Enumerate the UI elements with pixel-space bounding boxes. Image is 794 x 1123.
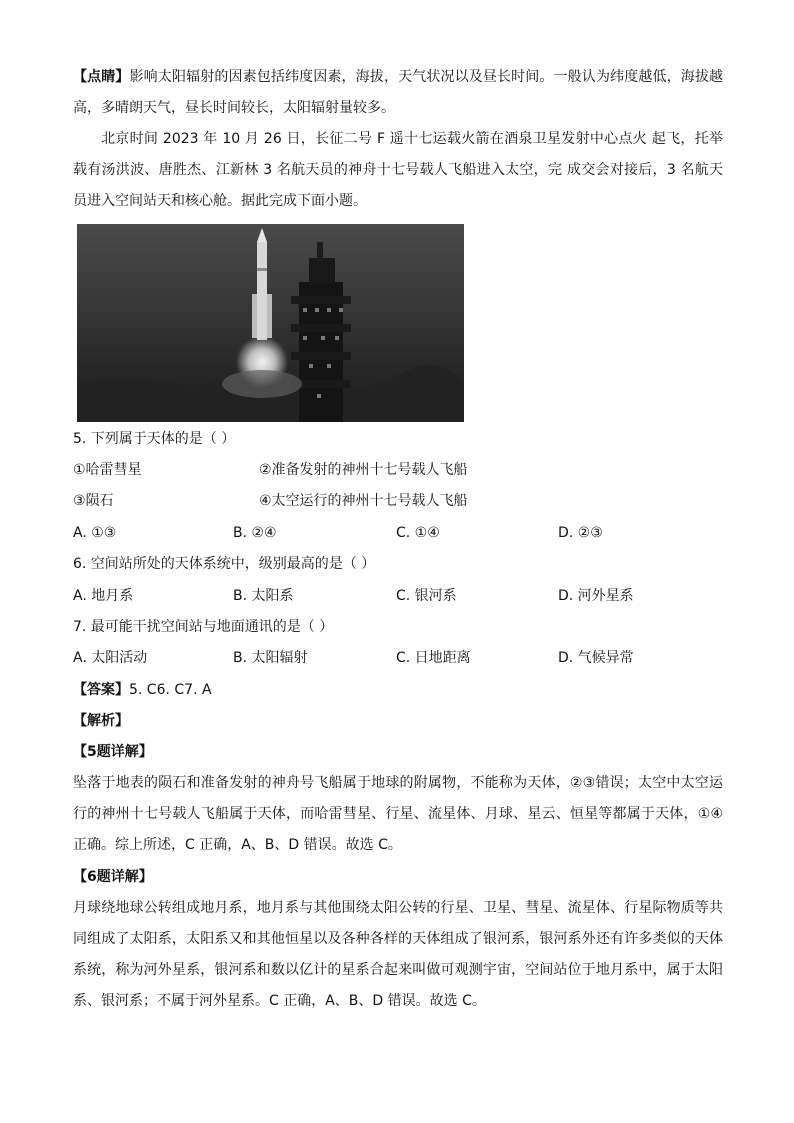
tip-text: 影响太阳辐射的因素包括纬度因素，海拔，天气状况以及昼长时间。一般认为纬度越低，海拔越高，多晴朗天气，昼长时间较长，太阳辐射量较多。 xyxy=(73,69,724,116)
question-6-option-c: C. 银河系 xyxy=(396,588,457,604)
question-6-option-a: A. 地月系 xyxy=(73,588,134,604)
question-5-option-b: B. ②④ xyxy=(233,525,277,541)
analysis-label: 【解析】 xyxy=(73,713,129,729)
rocket-launch-icon xyxy=(77,224,464,422)
question-7-stem: 7. 最可能干扰空间站与地面通讯的是（ ） xyxy=(73,619,334,635)
answer-label: 【答案】 xyxy=(73,682,129,698)
question-5-option-c: C. ①④ xyxy=(396,525,440,541)
question-6-options xyxy=(73,581,723,612)
rocket-launch-photo xyxy=(77,224,464,422)
question-5-items-row-1 xyxy=(73,455,723,486)
question-7-option-c: C. 日地距离 xyxy=(396,650,471,666)
tip-label: 【点睛】 xyxy=(73,69,130,85)
question-5-item-2: ②准备发射的神州十七号载人飞船 xyxy=(259,462,468,478)
question-7-option-b: B. 太阳辐射 xyxy=(233,650,308,666)
question-6-option-b: B. 太阳系 xyxy=(233,588,294,604)
detail-5-text: 坠落于地表的陨石和准备发射的神舟号飞船属于地球的附属物，不能称为天体，②③错误；太空中太空运行的神州十七号载人飞船属于天体，而哈雷彗星、行星、流星体、月球、星云、恒星等都属于天体，①④正确。综上所述，C 正确，A、B、D 错误。故选 C。 xyxy=(73,775,723,853)
detail-6-text: 月球绕地球公转组成地月系，地月系与其他围绕太阳公转的行星、卫星、彗星、流星体、行星际物质等共同组成了太阳系，太阳系又和其他恒星以及各种各样的天体组成了银河系，银河系外还有许多类似的天体系统，称为河外星系，银河系和数以亿计的星系合起来叫做可观测宇宙，空间站位于地月系中，属于太阳系、银河系；不属于河外星系。C 正确，A、B、D 错误。故选 C。 xyxy=(73,900,723,1009)
passage-paragraph: 北京时间 2023 年 10 月 26 日，长征二号 F 遥十七运载火箭在酒泉卫星发射中心点火 起飞，托举载有汤洪波、唐胜杰、江新林 3 名航天员的神舟十七号载人飞船进入太空，完 成交会对接后，3 名航天员进入空间站天和核心舱。据此完成下面小题。 xyxy=(73,131,723,209)
question-6-stem: 6. 空间站所处的天体系统中，级别最高的是（ ） xyxy=(73,556,376,572)
question-5-option-d: D. ②③ xyxy=(558,525,603,541)
question-7-option-d: D. 气候异常 xyxy=(558,650,634,666)
question-6-option-d: D. 河外星系 xyxy=(558,588,634,604)
question-5-item-1: ①哈雷彗星 xyxy=(73,462,142,478)
question-5-items-row-2 xyxy=(73,486,723,517)
question-7-options xyxy=(73,643,723,674)
question-5-options xyxy=(73,518,723,549)
answer-line xyxy=(73,675,723,706)
question-5-item-4: ④太空运行的神州十七号载人飞船 xyxy=(259,493,468,509)
answer-text: 5. C6. C7. A xyxy=(129,682,212,698)
question-5-stem: 5. 下列属于天体的是（ ） xyxy=(73,431,236,447)
question-5-option-a: A. ①③ xyxy=(73,525,117,541)
detail-5-label: 【5题详解】 xyxy=(73,744,153,760)
detail-6-label: 【6题详解】 xyxy=(73,869,153,885)
question-5-item-3: ③陨石 xyxy=(73,493,114,509)
tip-paragraph xyxy=(73,62,723,124)
question-7-option-a: A. 太阳活动 xyxy=(73,650,148,666)
